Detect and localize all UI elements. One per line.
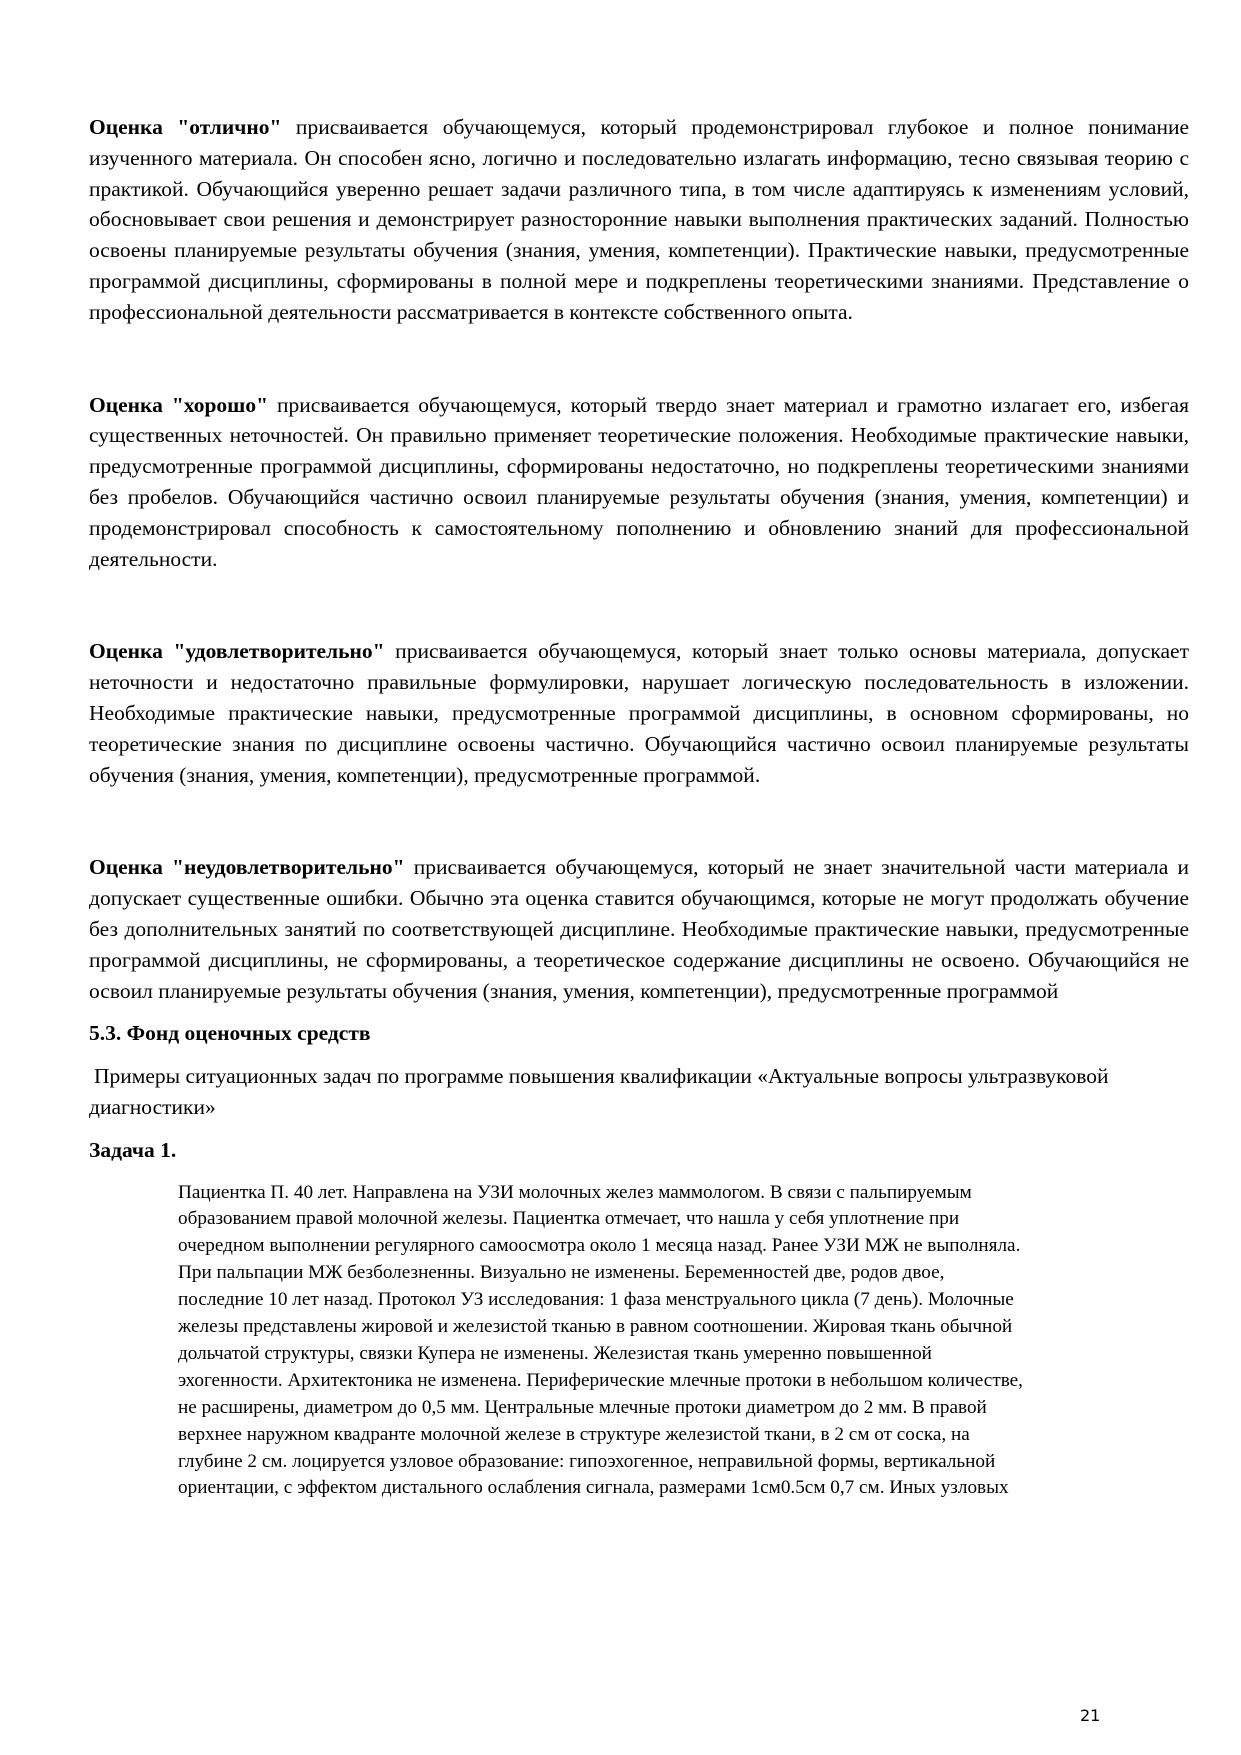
task-line: дольчатой структуры, связки Купера не изменены. Железистая ткань умеренно повышенной: [178, 1342, 932, 1364]
section-title: 5.3. Фонд оценочных средств: [89, 1021, 371, 1046]
grade-good-text: присваивается обучающемуся, который твердо знает материал и грамотно излагает его, избегая существенных неточностей. Он правильно применяет теоретические положения. Необходимые практические навыки, предусмотренные программой дисциплины, сформированы недостаточно, но подкреплены теоретическими знаниями без пробелов. Обучающийся частично освоил планируемые результаты обучения (знания, умения, компетенции) и продемонстрировал способность к самостоятельному пополнению и обновлению знаний для профессиональной деятельности.: [89, 392, 1189, 571]
paragraph-spacer: [89, 328, 1189, 390]
grade-unsatisfactory-text: присваивается обучающемуся, который не знает значительной части материала и допускает существенные ошибки. Обычно эта оценка ставится обучающимся, которые не могут продолжать обучение без дополнительных занятий по соответствующей дисциплине. Необходимые практические навыки, предусмотренные программой дисциплины, не сформированы, а теоретическое содержание дисциплины не освоено. Обучающийся не освоил планируемые результаты обучения (знания, умения, компетенции), предусмотренные программой: [89, 855, 1189, 1003]
grade-unsatisfactory-paragraph: [89, 852, 1189, 1006]
task-line: При пальпации МЖ безболезненны. Визуально не изменены. Беременностей две, родов двое,: [178, 1262, 945, 1284]
grade-excellent-paragraph: [89, 112, 1189, 328]
task-line: последние 10 лет назад. Протокол УЗ исследования: 1 фаза менструального цикла (7 день). Молочные: [178, 1289, 1014, 1311]
task-line: ориентации, с эффектом дистального ослабления сигнала, размерами 1см0.5см 0,7 см. Иных узловых: [178, 1477, 1009, 1499]
grade-satisfactory-label: Оценка "удовлетворительно": [89, 639, 385, 664]
paragraph-spacer: [89, 574, 1189, 636]
grade-good-paragraph: [89, 390, 1189, 575]
grade-good-label: Оценка "хорошо": [89, 392, 269, 417]
grade-excellent-text: присваивается обучающемуся, который продемонстрировал глубокое и полное понимание изученного материала. Он способен ясно, логично и последовательно излагать информацию, тесно связывая теорию с практикой. Обучающийся уверенно решает задачи различного типа, в том числе адаптируясь к изменениям условий, обосновывает свои решения и демонстрирует разносторонние навыки выполнения практических заданий. Полностью освоены планируемые результаты обучения (знания, умения, компетенции). Практические навыки, предусмотренные программой дисциплины, сформированы в полной мере и подкреплены теоретическими знаниями. Представление о профессиональной деятельности рассматривается в контексте собственного опыта.: [89, 115, 1189, 324]
task-line: железы представлены жировой и железистой тканью в равном соотношении. Жировая ткань обычной: [178, 1316, 1013, 1338]
task-line: глубине 2 см. лоцируется узловое образование: гипоэхогенное, неправильной формы, вертикальной: [178, 1450, 996, 1472]
grade-excellent-label: Оценка "отлично": [89, 115, 282, 139]
grade-satisfactory-text: присваивается обучающемуся, который знает только основы материала, допускает неточности и недостаточно правильные формулировки, нарушает логическую последовательность в изложении. Необходимые практические навыки, предусмотренные программой дисциплины, в основном сформированы, но теоретические знания по дисциплине освоены частично. Обучающийся частично освоил планируемые результаты обучения (знания, умения, компетенции), предусмотренные программой.: [89, 639, 1189, 787]
paragraph-spacer: [89, 790, 1189, 852]
task-line: образованием правой молочной железы. Пациентка отмечает, что нашла у себя уплотнение при: [178, 1208, 960, 1230]
page-number: 21: [1080, 1706, 1101, 1725]
task-line: очередном выполнении регулярного самоосмотра около 1 месяца назад. Ранее УЗИ МЖ не выполняла.: [178, 1235, 1021, 1257]
task-line: верхнее наружном квадранте молочной железе в структуре железистой ткани, в 2 см от соска, на: [178, 1423, 970, 1445]
section-intro: Примеры ситуационных задач по программе повышения квалификации «Актуальные вопросы ультразвуковой диагностики»: [89, 1064, 1109, 1119]
grade-unsatisfactory-label: Оценка "неудовлетворительно": [89, 855, 405, 880]
grade-satisfactory-paragraph: [89, 636, 1189, 790]
task-body: [178, 1180, 1178, 1503]
task-line: не расширены, диаметром до 0,5 мм. Центральные млечные протоки диаметром до 2 мм. В правой: [178, 1396, 987, 1418]
task-line: Пациентка П. 40 лет. Направлена на УЗИ молочных желез маммологом. В связи с пальпируемым: [178, 1181, 972, 1203]
document-page: [89, 112, 1189, 1502]
task-title: Задача 1.: [89, 1137, 177, 1162]
task-line: эхогенности. Архитектоника не изменена. Периферические млечные протоки в небольшом количестве,: [178, 1369, 1023, 1391]
